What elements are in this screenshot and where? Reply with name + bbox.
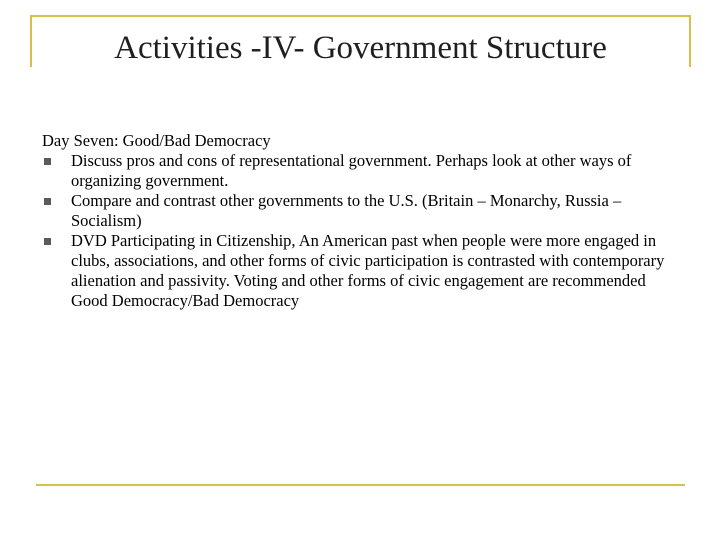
bullet-item (42, 151, 682, 191)
bullet-item (42, 191, 682, 231)
intro-line: Day Seven: Good/Bad Democracy (42, 131, 271, 150)
slide-body (42, 131, 682, 311)
bottom-rule (36, 484, 685, 486)
bullet-text: Discuss pros and cons of representational government. Perhaps look at other ways of organizing government. (71, 151, 632, 190)
bullet-item (42, 231, 682, 311)
bullet-text: DVD Participating in Citizenship, An American past when people were more engaged in clubs, associations, and other forms of civic participation is contrasted with contemporary alienation and passivity. Voting and other forms of civic engagement are recommended Good Democracy/Bad Democracy (71, 231, 665, 310)
slide-title: Activities -IV- Government Structure (114, 30, 607, 66)
bullet-list (42, 151, 682, 311)
square-bullet-icon (44, 198, 51, 205)
square-bullet-icon (44, 238, 51, 245)
square-bullet-icon (44, 158, 51, 165)
bullet-text: Compare and contrast other governments to the U.S. (Britain – Monarchy, Russia – Socialism) (71, 191, 622, 230)
title-frame-top-line (30, 15, 690, 17)
title-frame-right-line (689, 15, 691, 67)
